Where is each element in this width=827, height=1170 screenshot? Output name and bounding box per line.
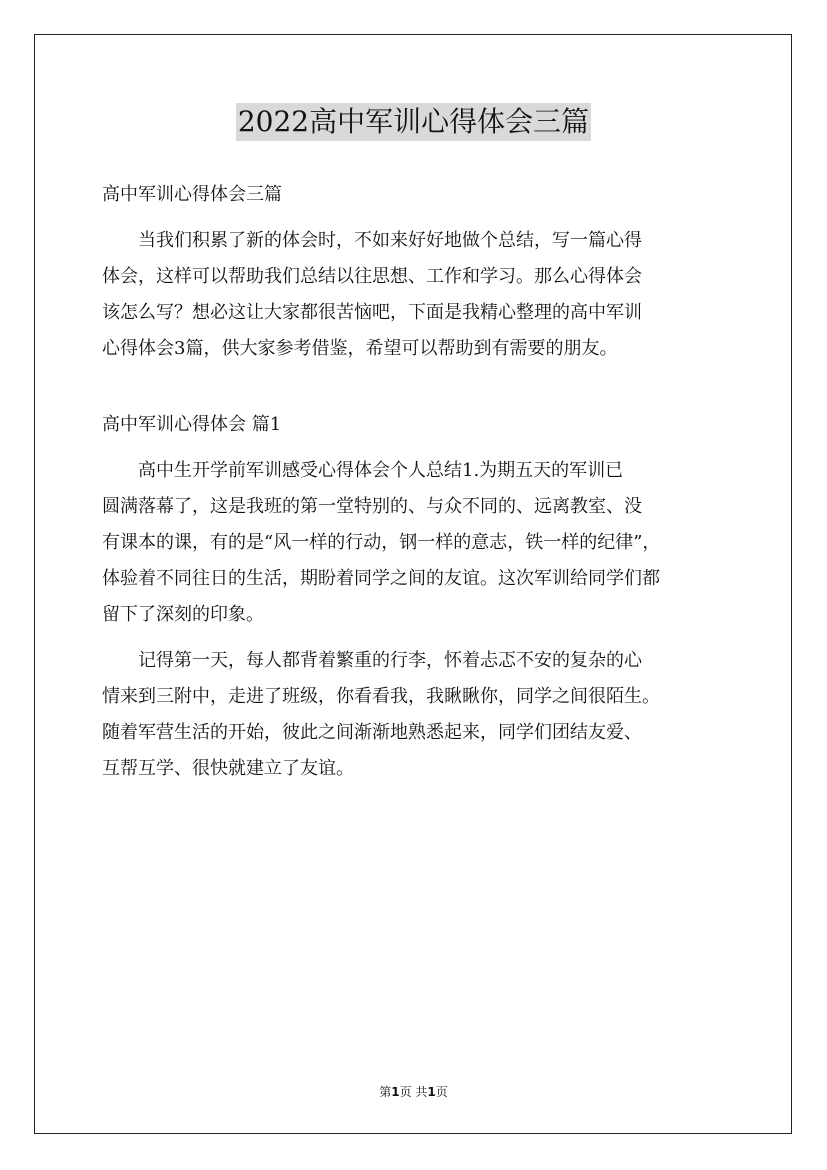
footer-page-prefix: 第 [379,1085,392,1099]
paragraph-line: 体会，这样可以帮助我们总结以往思想、工作和学习。那么心得体会 [102,266,642,287]
paragraph-line: 该怎么写？想必这让大家都很苦恼吧，下面是我精心整理的高中军训 [102,302,642,323]
intro-paragraph [102,223,732,367]
footer-page-suffix: 页 [435,1085,448,1099]
section-heading: 高中军训心得体会 篇1 [102,414,282,435]
page-footer [0,1083,827,1100]
paragraph-line: 情来到三附中，走进了班级，你看看我，我瞅瞅你，同学之间很陌生。 [102,686,660,707]
document-title: 2022高中军训心得体会三篇 [236,103,591,141]
paragraph-line: 圆满落幕了，这是我班的第一堂特别的、与众不同的、远离教室、没 [102,496,642,517]
paragraph-line: 有课本的课，有的是“风一样的行动，钢一样的意志，铁一样的纪律”， [102,532,661,553]
body-paragraph-2 [102,643,732,787]
paragraph-line: 记得第一天，每人都背着繁重的行李，怀着忐忑不安的复杂的心 [138,650,642,671]
paragraph-line: 当我们积累了新的体会时，不如来好好地做个总结，写一篇心得 [138,230,642,251]
body-paragraph-1 [102,453,732,633]
footer-page-total: 1 [427,1085,436,1099]
document-body [102,177,732,787]
paragraph-line: 互帮互学、很快就建立了友谊。 [102,758,354,779]
footer-page-mid: 页 共 [399,1085,428,1099]
paragraph-line: 心得体会3篇，供大家参考借鉴，希望可以帮助到有需要的朋友。 [102,338,618,359]
title-container [0,103,827,141]
paragraph-line: 高中生开学前军训感受心得体会个人总结1.为期五天的军训已 [138,460,624,481]
paragraph-line: 随着军营生活的开始，彼此之间渐渐地熟悉起来，同学们团结友爱、 [102,722,642,743]
document-subtitle: 高中军训心得体会三篇 [102,184,282,205]
paragraph-line: 留下了深刻的印象。 [102,604,264,625]
footer-page-current: 1 [391,1085,400,1099]
paragraph-line: 体验着不同往日的生活，期盼着同学之间的友谊。这次军训给同学们都 [102,568,660,589]
